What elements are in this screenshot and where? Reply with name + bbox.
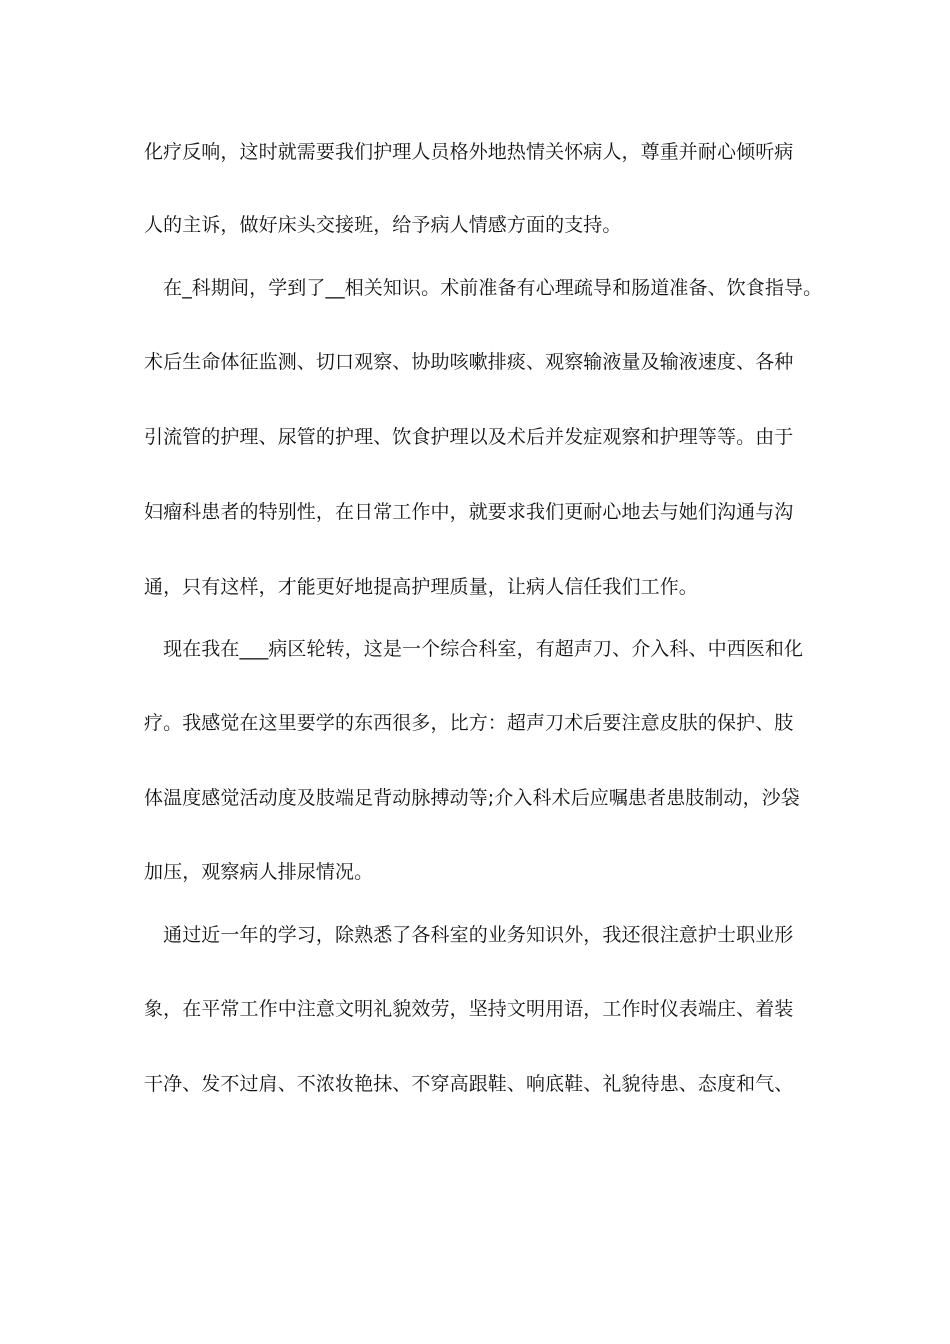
text-line: 加压，观察病人排尿情况。 [144, 861, 374, 883]
text-line: 干净、发不过肩、不浓妆艳抹、不穿高跟鞋、响底鞋、礼貌待患、态度和气、 [144, 1073, 794, 1095]
text-line: 体温度感觉活动度及肢端足背动脉搏动等;介入科术后应嘱患者患肢制动，沙袋 [144, 787, 800, 809]
text-line: 象，在平常工作中注意文明礼貌效劳，坚持文明用语，工作时仪表端庄、着装 [144, 998, 794, 1020]
paragraph-start-line: 现在我在___病区轮转，这是一个综合科室，有超声刀、介入科、中西医和化 [144, 638, 804, 660]
text-line: 妇瘤科患者的特别性，在日常工作中，就要求我们更耐心地去与她们沟通与沟 [144, 501, 794, 523]
text-line: 通，只有这样，才能更好地提高护理质量，让病人信任我们工作。 [144, 576, 698, 598]
text-line: 疗。我感觉在这里要学的东西很多，比方：超声刀术后要注意皮肤的保护、肢 [144, 712, 794, 734]
text-line: 化疗反响，这时就需要我们护理人员格外地热情关怀病人，尊重并耐心倾听病 [144, 141, 794, 163]
paragraph-start-line: 在_科期间，学到了__相关知识。术前准备有心理疏导和肠道准备、饮食指导。 [144, 277, 823, 299]
text-line: 引流管的护理、尿管的护理、饮食护理以及术后并发症观察和护理等等。由于 [144, 426, 794, 448]
text-line: 术后生命体征监测、切口观察、协助咳嗽排痰、观察输液量及输液速度、各种 [144, 351, 794, 373]
text-line: 人的主诉，做好床头交接班，给予病人情感方面的支持。 [144, 214, 622, 236]
paragraph-start-line: 通过近一年的学习，除熟悉了各科室的业务知识外，我还很注意护士职业形 [144, 924, 794, 946]
